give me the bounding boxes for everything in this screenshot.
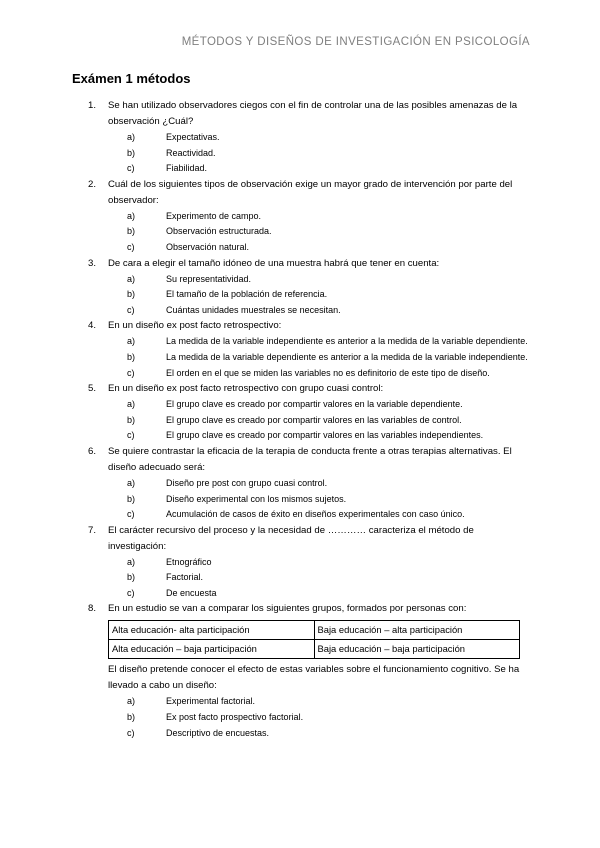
question-number: 2.: [88, 178, 97, 190]
option-a: [108, 397, 528, 413]
option-letter: a): [127, 477, 136, 488]
option-text: Su representatividad.: [166, 273, 252, 284]
option-text: Experimental factorial.: [166, 696, 256, 707]
option-text: Observación estructurada.: [166, 226, 272, 237]
table-cell: Alta educación – baja participación: [109, 640, 315, 659]
option-text: Expectativas.: [166, 132, 220, 142]
option-letter: b): [127, 226, 136, 237]
option-c: [108, 726, 528, 742]
question-text: En un estudio se van a comparar los siguientes grupos, formados por personas con:: [108, 603, 467, 615]
option-letter: a): [127, 132, 136, 142]
option-a: [108, 694, 528, 710]
option-letter: b): [127, 712, 136, 723]
option-text: Fiabilidad.: [166, 163, 208, 174]
option-text: Diseño pre post con grupo cuasi control.: [166, 477, 328, 488]
question-text: En un diseño ex post facto retrospectivo:: [108, 320, 282, 332]
options-list: [108, 476, 528, 523]
option-text: Observación natural.: [166, 241, 250, 252]
option-letter: c): [127, 367, 135, 378]
question-text: Se han utilizado observadores ciegos con el fin de controlar una de las posibles amenazas de la observación ¿Cuál?: [108, 100, 518, 127]
question-text: El carácter recursivo del proceso y la necesidad de ………… caracteriza el método de investigación:: [108, 524, 474, 552]
table-cell: Baja educación – baja participación: [314, 640, 520, 659]
option-letter: b): [127, 289, 136, 300]
options-list: [108, 272, 528, 319]
option-b: [108, 710, 528, 726]
option-text: De encuesta: [166, 587, 217, 598]
option-text: Ex post facto prospectivo factorial.: [166, 712, 304, 723]
options-list: [108, 694, 528, 741]
option-a: [108, 272, 528, 288]
question-text: En un diseño ex post facto retrospectivo con grupo cuasi control:: [108, 383, 384, 395]
option-text: Experimento de campo.: [166, 210, 262, 221]
option-text: Cuántas unidades muestrales se necesitan.: [166, 304, 341, 315]
question-number: 1.: [88, 100, 97, 111]
question-number: 8.: [88, 603, 97, 615]
option-c: [108, 428, 528, 444]
question-number: 5.: [88, 383, 97, 395]
question-number: 4.: [88, 320, 97, 332]
option-b: [108, 287, 528, 303]
option-text: El tamaño de la población de referencia.: [166, 289, 328, 300]
table-cell: Alta educación- alta participación: [109, 621, 315, 640]
question-4: [88, 318, 528, 381]
question-list: [88, 98, 528, 741]
option-letter: c): [127, 430, 135, 441]
option-text: Acumulación de casos de éxito en diseños experimentales con caso único.: [166, 509, 465, 520]
question-number: 6.: [88, 445, 97, 457]
question-text-continued: El diseño pretende conocer el efecto de estas variables sobre el funcionamiento cognitivo. Se ha llevado a cabo un diseño:: [108, 664, 520, 692]
option-text: La medida de la variable dependiente es anterior a la medida de la variable independiente.: [166, 351, 528, 362]
option-letter: b): [127, 414, 136, 425]
option-letter: c): [127, 163, 135, 174]
question-text: Cuál de los siguientes tipos de observación exige un mayor grado de intervención por parte del observador:: [108, 178, 513, 206]
groups-table: [108, 620, 520, 659]
question-text: Se quiere contrastar la eficacia de la terapia de conducta frente a otras terapias alternativas. El diseño adecuado será:: [108, 445, 512, 473]
option-text: Diseño experimental con los mismos sujetos.: [166, 493, 347, 504]
question-6: [88, 444, 528, 523]
option-text: Descriptivo de encuestas.: [166, 727, 270, 738]
option-letter: b): [127, 147, 136, 158]
option-letter: b): [127, 493, 136, 504]
option-letter: b): [127, 351, 136, 362]
option-a: [108, 209, 528, 225]
question-2: [88, 177, 528, 256]
option-text: Reactividad.: [166, 147, 216, 158]
question-number: 3.: [88, 257, 97, 269]
question-8: [88, 601, 528, 741]
option-letter: a): [127, 336, 136, 347]
option-c: [108, 303, 528, 319]
option-a: [108, 130, 528, 146]
option-letter: c): [127, 727, 135, 738]
option-c: [108, 240, 528, 256]
option-c: [108, 366, 528, 382]
option-letter: c): [127, 587, 135, 598]
option-text: El orden en el que se miden las variables no es definitorio de este tipo de diseño.: [166, 367, 490, 378]
table-row: [109, 640, 520, 659]
option-text: Factorial.: [166, 572, 204, 583]
document-title: Exámen 1 métodos: [72, 71, 191, 86]
option-b: [108, 413, 528, 429]
option-text: Etnográfico: [166, 556, 212, 567]
options-list: [108, 334, 528, 381]
option-a: [108, 555, 528, 571]
question-5: [88, 381, 528, 444]
option-text: El grupo clave es creado por compartir valores en las variables independientes.: [166, 430, 484, 441]
question-1: [88, 98, 528, 177]
option-text: La medida de la variable independiente es anterior a la medida de la variable dependiente.: [166, 336, 528, 347]
option-b: [108, 146, 528, 162]
option-letter: b): [127, 572, 136, 583]
option-letter: c): [127, 241, 135, 252]
options-list: [108, 209, 528, 256]
option-text: El grupo clave es creado por compartir valores en la variable dependiente.: [166, 399, 463, 410]
option-a: [108, 476, 528, 492]
option-letter: a): [127, 696, 136, 707]
option-a: [108, 334, 528, 350]
option-b: [108, 492, 528, 508]
option-b: [108, 570, 528, 586]
option-b: [108, 224, 528, 240]
option-text: El grupo clave es creado por compartir valores en las variables de control.: [166, 414, 462, 425]
table-row: [109, 621, 520, 640]
options-list: [108, 555, 528, 602]
page-header: MÉTODOS Y DISEÑOS DE INVESTIGACIÓN EN PSICOLOGÍA: [181, 36, 530, 48]
option-letter: c): [127, 304, 135, 315]
question-3: [88, 256, 528, 319]
option-letter: a): [127, 556, 136, 567]
question-number: 7.: [88, 524, 97, 536]
option-b: [108, 350, 528, 366]
option-c: [108, 586, 528, 602]
option-c: [108, 161, 528, 177]
option-letter: a): [127, 210, 136, 221]
options-list: [108, 397, 528, 444]
table-cell: Baja educación – alta participación: [314, 621, 520, 640]
question-text: De cara a elegir el tamaño idóneo de una muestra habrá que tener en cuenta:: [108, 257, 440, 269]
option-letter: a): [127, 399, 136, 410]
option-letter: a): [127, 273, 136, 284]
options-list: [108, 130, 528, 177]
option-c: [108, 507, 528, 523]
question-7: [88, 523, 528, 602]
option-letter: c): [127, 509, 135, 520]
